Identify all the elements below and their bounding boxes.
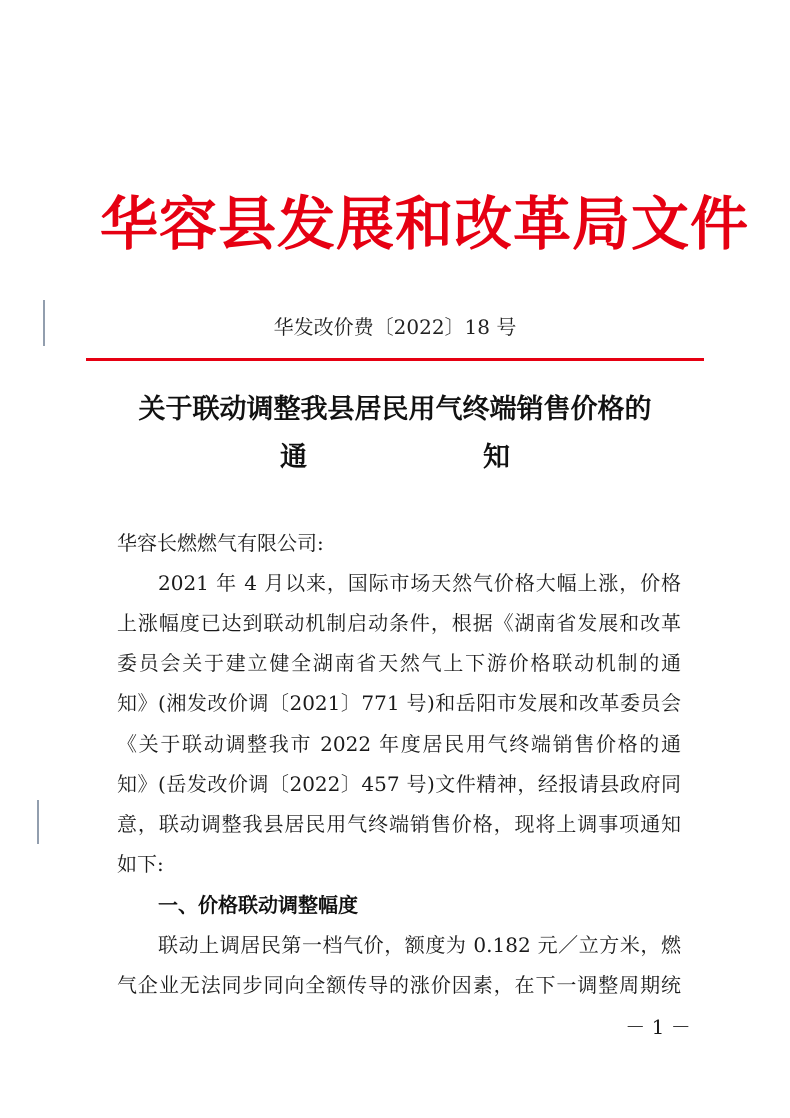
document-number: 华发改价费〔2022〕18 号 xyxy=(273,315,517,339)
section-heading-1: 一、价格联动调整幅度 xyxy=(158,893,358,917)
paragraph-1-line: 《关于联动调整我市 2022 年度居民用气终端销售价格的通 xyxy=(117,732,681,756)
notice-title-line-1: 关于联动调整我县居民用气终端销售价格的 xyxy=(138,394,652,425)
paragraph-1-line: 意，联动调整我县居民用气终端销售价格，现将上调事项通知 xyxy=(117,812,681,836)
masthead-title: 华容县发展和改革局文件 xyxy=(100,190,750,258)
red-separator-line xyxy=(86,358,704,361)
paragraph-1-line: 上涨幅度已达到联动机制启动条件，根据《湖南省发展和改革 xyxy=(117,611,681,635)
paragraph-1-line: 如下: xyxy=(117,852,164,876)
paragraph-2-line: 联动上调居民第一档气价，额度为 0.182 元／立方米，燃 xyxy=(158,933,681,957)
paragraph-1-line: 委员会关于建立健全湖南省天然气上下游价格联动机制的通 xyxy=(117,651,681,675)
notice-title-word-2: 知 xyxy=(483,442,510,473)
paragraph-1-line: 知》(岳发改价调〔2022〕457 号)文件精神，经报请县政府同 xyxy=(117,772,681,796)
margin-mark-bottom xyxy=(37,800,39,844)
salutation: 华容长燃燃气有限公司: xyxy=(117,531,324,555)
page-number: － 1 － xyxy=(625,1015,691,1039)
paragraph-1-line: 2021 年 4 月以来，国际市场天然气价格大幅上涨，价格 xyxy=(158,571,681,595)
notice-title-word-1: 通 xyxy=(280,442,307,473)
notice-title-line-2 xyxy=(0,438,790,478)
paragraph-2-line: 气企业无法同步同向全额传导的涨价因素，在下一调整周期统 xyxy=(117,973,681,997)
paragraph-1-line: 知》(湘发改价调〔2021〕771 号)和岳阳市发展和改革委员会 xyxy=(117,691,681,715)
